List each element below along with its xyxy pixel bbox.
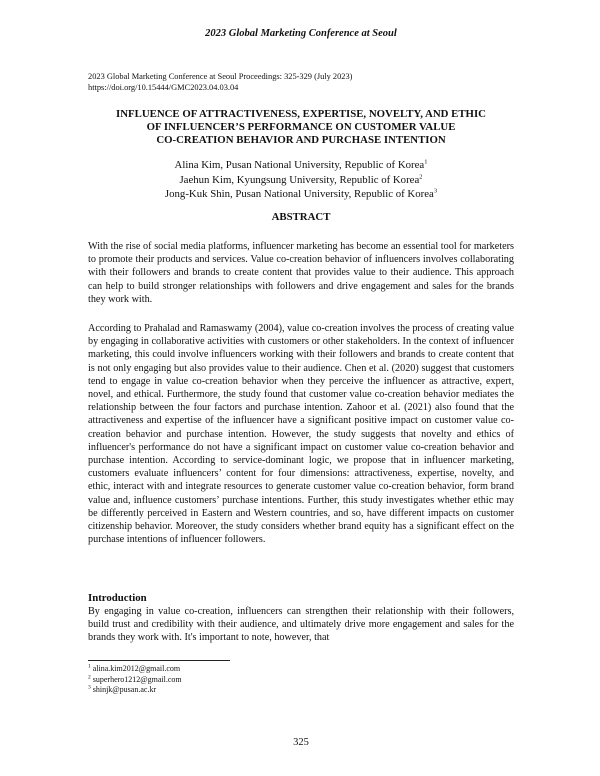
running-header: 2023 Global Marketing Conference at Seoul: [205, 28, 397, 39]
footnotes: [88, 664, 182, 696]
author-list: [88, 158, 514, 202]
author-1-name: Alina Kim, Pusan National University, Republic of Korea: [174, 159, 425, 171]
author-3-footnote-mark: 3: [433, 187, 438, 195]
footnote-2-mark: 2: [88, 673, 91, 680]
footnote-2-email[interactable]: superhero1212@gmail.com: [92, 674, 182, 684]
author-1-footnote-mark: 1: [424, 158, 428, 166]
footnote-divider: [88, 660, 230, 661]
introduction-paragraph-1: By engaging in value co-creation, influencers can strengthen their relationship with their followers, build trust and credibility with their audience, and ultimately drive more engagement and sales for the brands they work with. It's important to note, however, that: [88, 606, 514, 644]
paper-title-line-1: INFLUENCE OF ATTRACTIVENESS, EXPERTISE, NOVELTY, AND ETHIC: [116, 108, 486, 120]
footnote-1-email[interactable]: alina.kim2012@gmail.com: [92, 664, 181, 673]
page-number: 325: [293, 737, 309, 748]
proceedings-info: [88, 71, 352, 93]
abstract-heading: ABSTRACT: [271, 211, 331, 223]
paper-title-line-2: OF INFLUENCER’S PERFORMANCE ON CUSTOMER VALUE: [146, 121, 456, 133]
paper-page: [88, 0, 514, 776]
author-3-name: Jong-Kuk Shin, Pusan National University, Republic of Korea: [164, 188, 434, 200]
footnote-3-email[interactable]: shinjk@pusan.ac.kr: [92, 685, 157, 695]
paper-title: [88, 108, 514, 147]
author-2-name: Jaehun Kim, Kyungsung University, Republic of Korea: [179, 173, 420, 186]
author-3: [88, 187, 514, 202]
footnote-2: [88, 675, 182, 686]
author-1: [88, 158, 514, 173]
abstract-paragraph-2: According to Prahalad and Ramaswamy (2004), value co-creation involves the process of creating value by engaging in collaborative activities with customers or other stakeholders. In the context of influencer marketing, this could involve influencers working with their followers and brands to create content that is not only engaging but also provides value to their audience. Chen et al. (2020) suggest that customers tend to engage in value co-creation behavior when they perceive the influencer as attractive, expert, novel, and ethical. Furthermore, the study found that customer value co-creation behavior mediates the relationship between the four factors and purchase intention. Zahoor et al. (2021) also found that the attractiveness and expertise of the influencer have a significant positive impact on customer value co-creation behavior and purchase intention. However, the study suggests that novelty and ethics of influencer's performance do not have a significant impact on customer value co-creation behavior and purchase intention. According to service-dominant logic, we propose that in influencer marketing, customers evaluate influencers’ content for four dimensions: attractiveness, expertise, novelty, and ethic, interact with and integrate resources to generate customer value co-creation behavior, form brand value and, influence customers’ purchase intentions. Further, this study investigates whether ethic may be differently perceived in Eastern and Western countries, and so, have different impacts on customer citizenship behavior. Moreover, the study considers whether brand equity has a significant effect on the purchase intentions of influencer followers.: [88, 323, 514, 546]
abstract-paragraph-1: With the rise of social media platforms, influencer marketing has become an essential tool for marketers to promote their products and services. Value co-creation behavior of influencers involves collaborating with their followers and brands to create content that provides value to their audience. This approach can help to build stronger relationships with followers and drive engagement and sales for the brands they work with.: [88, 241, 514, 305]
introduction-heading: Introduction: [88, 592, 147, 604]
footnote-1: [88, 664, 182, 675]
doi-link[interactable]: https://doi.org/10.15444/GMC2023.04.03.04: [88, 83, 239, 92]
proceedings-citation: 2023 Global Marketing Conference at Seoul Proceedings: 325-329 (July 2023): [88, 72, 353, 81]
footnote-3: [88, 685, 182, 696]
author-2-footnote-mark: 2: [419, 172, 423, 180]
author-2: [88, 173, 514, 188]
footnote-1-mark: 1: [88, 663, 91, 670]
paper-title-line-3: CO-CREATION BEHAVIOR AND PURCHASE INTENTION: [156, 134, 446, 146]
footnote-3-mark: 3: [88, 684, 91, 691]
